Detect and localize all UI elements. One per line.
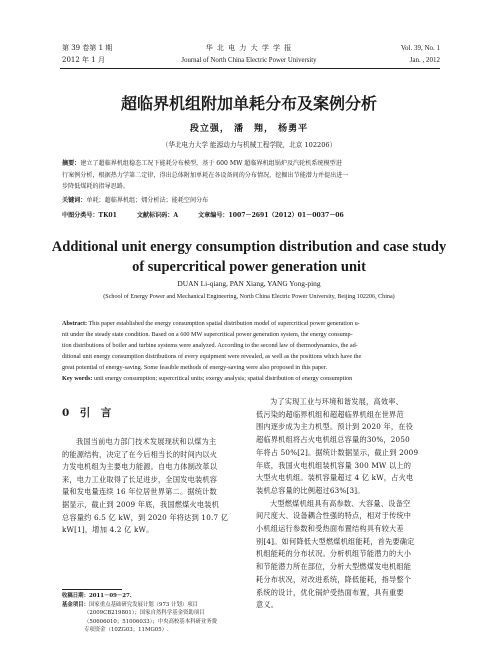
abstract-cn-line: 步降低煤耗的指导思路。	[62, 183, 130, 190]
document-code: 文献标识码：A	[136, 212, 179, 219]
abstract-en-line: nit under the steady state condition. Based on a 600 MW supercritical power generation system, the energy consump-	[62, 331, 353, 338]
authors-cn: 段立强， 潘 翔， 杨勇平	[189, 124, 309, 134]
body-line: 机组能耗的分布状况。分析机组节能潜力的大小	[256, 549, 412, 559]
abstract-cn-label: 摘要：	[62, 160, 81, 167]
body-line: 力发电机组为主要电力能源。自电力体制改革以	[62, 462, 218, 472]
body-line: 总容量约 6.5 亿 kW，到 2020 年将达到 10.7 亿	[62, 512, 229, 522]
date-en: Jan. , 2012	[409, 56, 440, 64]
abstract-cn-line: 行案例分析，根据热力学第二定律，得出总体附加单耗在各设备间的分布情况，挖掘出节能潜力并提出进一	[62, 171, 349, 179]
keywords-cn	[62, 197, 208, 206]
date-cn: 2012 年 1 月	[62, 56, 105, 64]
paper-title-en-line2: of supercritical power generation unit	[132, 259, 366, 275]
fund-line: 专项资金（10ZG03；11MG05）.	[84, 627, 169, 634]
paper-title-cn: 超临界机组附加单耗分布及案例分析	[120, 94, 377, 113]
abstract-en-line: great potential of energy-saving. Some feasible methods of energy-saving were also proposed in this paper.	[62, 364, 328, 371]
abstract-en-line: This paper established the energy consumption spatial distribution model of supercritical power generation u-	[87, 320, 360, 327]
fund-line: （50606010；51006033）；中央高校基本科研业务费	[84, 618, 218, 625]
body-line: 间尺度大、设备耦合性强的特点，相对于传统中	[256, 511, 412, 521]
footnote-rule	[62, 589, 122, 590]
body-line: 超临界机组将占火电机组总容量的30%，2050	[256, 435, 410, 445]
body-line: 的能源结构，决定了在今后相当长的时间内以火	[62, 449, 218, 459]
abstract-en-line: ditional unit energy consumption distributions of every equipment were revealed, as well as the positions which have the	[62, 353, 362, 360]
body-line: 装机总容量的比例超过63%[3]。	[256, 485, 365, 495]
body-line: 大型火电机组。装机容量超过 4 亿 kW，占火电	[256, 473, 414, 483]
body-line: 系统的设计，优化锅炉受热面布置，具有重要	[256, 587, 404, 597]
abstract-cn-line: 建立了超临界机组稳态工况下能耗分布模型，基于 600 MW 超临界机组锅炉及汽轮机系统模型进	[80, 160, 342, 167]
abstract-en-line: tion distributions of boiler and turbine systems were analyzed. According to the second law of thermodynamics, the ad-	[62, 342, 358, 349]
volume-issue-en: Vol. 39, No. 1	[400, 44, 440, 52]
intro-left-column	[62, 436, 248, 537]
keywords-en-text: unit energy consumption; supercritical units; exergy analysis; spatial distribution of energy consumption	[92, 375, 353, 382]
keywords-cn-label: 关键词：	[62, 197, 87, 204]
header-rule	[60, 68, 440, 69]
body-line: 我国当前电力部门技术发展现状和以煤为主	[76, 437, 217, 446]
body-line: 为了实现工业与环境和谐发展，高效率、	[270, 397, 403, 406]
abstract-en	[62, 318, 446, 384]
body-line: 小机组运行参数和受热面布置结构具有较大差	[256, 524, 404, 534]
classification-line	[62, 212, 442, 221]
footnote	[62, 592, 252, 635]
abstract-en-label: Abstract:	[62, 320, 88, 327]
body-line: 别[4]。如何降低大型燃煤机组能耗，首先要确定	[256, 536, 415, 546]
body-line: 和节能潜力所在部位，分析大型燃煤发电机组能	[256, 562, 412, 572]
body-line: 耗分布状况，对改进系统，降低能耗，指导整个	[256, 574, 412, 584]
body-line: kW[1]，增加 4.2 亿 kW。	[62, 525, 154, 535]
body-line: 低污染的超临界机组和超超临界机组在世界范	[256, 409, 404, 419]
journal-name-cn: 华 北 电 力 大 学 学 报	[205, 44, 293, 52]
body-line: 量和发电量连续 16 年位居世界第二。据统计数	[62, 487, 217, 497]
fund-line: 国家重点基础研究发展计划（973 计划）项目	[88, 601, 199, 608]
fund-label: 基金项目：	[62, 601, 89, 608]
clc-number: 中图分类号：TK01	[62, 212, 117, 219]
article-number: 文章编号：1007－2691（2012）01－0037－06	[198, 212, 344, 219]
received-date: 收稿日期：2011－09－27.	[62, 593, 132, 599]
body-line: 围内逐步成为主力机型。预计到 2020 年，在役	[256, 422, 414, 432]
body-line: 年底，我国火电机组装机容量 300 MW 以上的	[256, 460, 412, 470]
abstract-cn	[62, 158, 444, 193]
affiliation-cn: （华北电力大学 能源动力与机械工程学院，北京 102206）	[161, 141, 337, 149]
journal-name-en: Journal of North China Electric Power University	[181, 57, 317, 64]
body-line: 意义。	[256, 600, 279, 610]
section-heading-intro: 0 引 言	[62, 407, 112, 419]
affiliation-en: (School of Energy Power and Mechanical Engineering, North China Electric Power University, Beijing 102206, China)	[103, 294, 395, 300]
keywords-cn-text: 单耗；超临界机组；㶲分析法；能耗空间分布	[86, 197, 209, 204]
intro-right-column	[256, 396, 446, 612]
paper-title-en-line1: Additional unit energy consumption distribution and case study	[51, 239, 447, 255]
body-line: 据显示，截止到 2009 年底，我国燃煤火电装机	[62, 499, 220, 509]
volume-issue-cn: 第 39 卷第 1 期	[62, 44, 113, 52]
keywords-en-label: Key words:	[62, 375, 93, 382]
fund-line: （2009CB219801）；国家自然科学基金资助项目	[84, 610, 205, 617]
body-line: 年将占 50%[2]。据统计数据显示，截止到 2009	[256, 447, 419, 457]
body-line: 大型燃煤机组具有高参数、大容量、设备空	[270, 498, 411, 508]
authors-en: DUAN Li-qiang, PAN Xiang, YANG Yong-ping	[177, 279, 321, 288]
body-line: 来，电力工业取得了长足进步，全国发电装机容	[62, 474, 218, 484]
